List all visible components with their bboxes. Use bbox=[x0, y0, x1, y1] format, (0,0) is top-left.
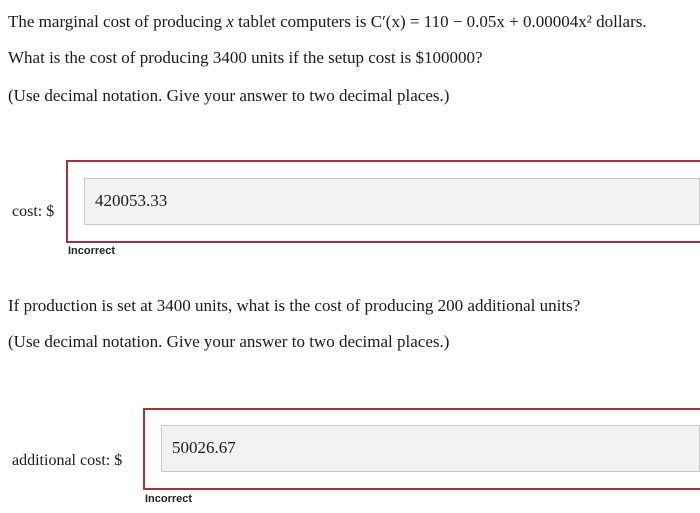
cost-input[interactable]: 420053.33 bbox=[84, 178, 700, 225]
question1-line2: What is the cost of producing 3400 units if the setup cost is $100000? bbox=[8, 48, 483, 67]
question1-prefix: The marginal cost of producing bbox=[8, 12, 223, 31]
additional-cost-input[interactable]: 50026.67 bbox=[161, 425, 700, 472]
question1-mid: tablet computers is bbox=[238, 12, 367, 31]
question2-line2: (Use decimal notation. Give your answer to two decimal places.) bbox=[8, 332, 450, 351]
cost-label: cost: $ bbox=[12, 203, 55, 220]
question1-line1 bbox=[8, 12, 647, 32]
additional-cost-status-incorrect: Incorrect bbox=[145, 493, 193, 505]
additional-cost-label: additional cost: $ bbox=[12, 452, 123, 469]
question1-variable: x bbox=[226, 12, 234, 31]
question1-line3: (Use decimal notation. Give your answer to two decimal places.) bbox=[8, 86, 450, 105]
cost-status-incorrect: Incorrect bbox=[68, 245, 116, 257]
question2-line1: If production is set at 3400 units, what is the cost of producing 200 additional units? bbox=[8, 296, 581, 315]
question1-formula: C′(x) = 110 − 0.05x + 0.00004x² dollars. bbox=[370, 12, 647, 31]
